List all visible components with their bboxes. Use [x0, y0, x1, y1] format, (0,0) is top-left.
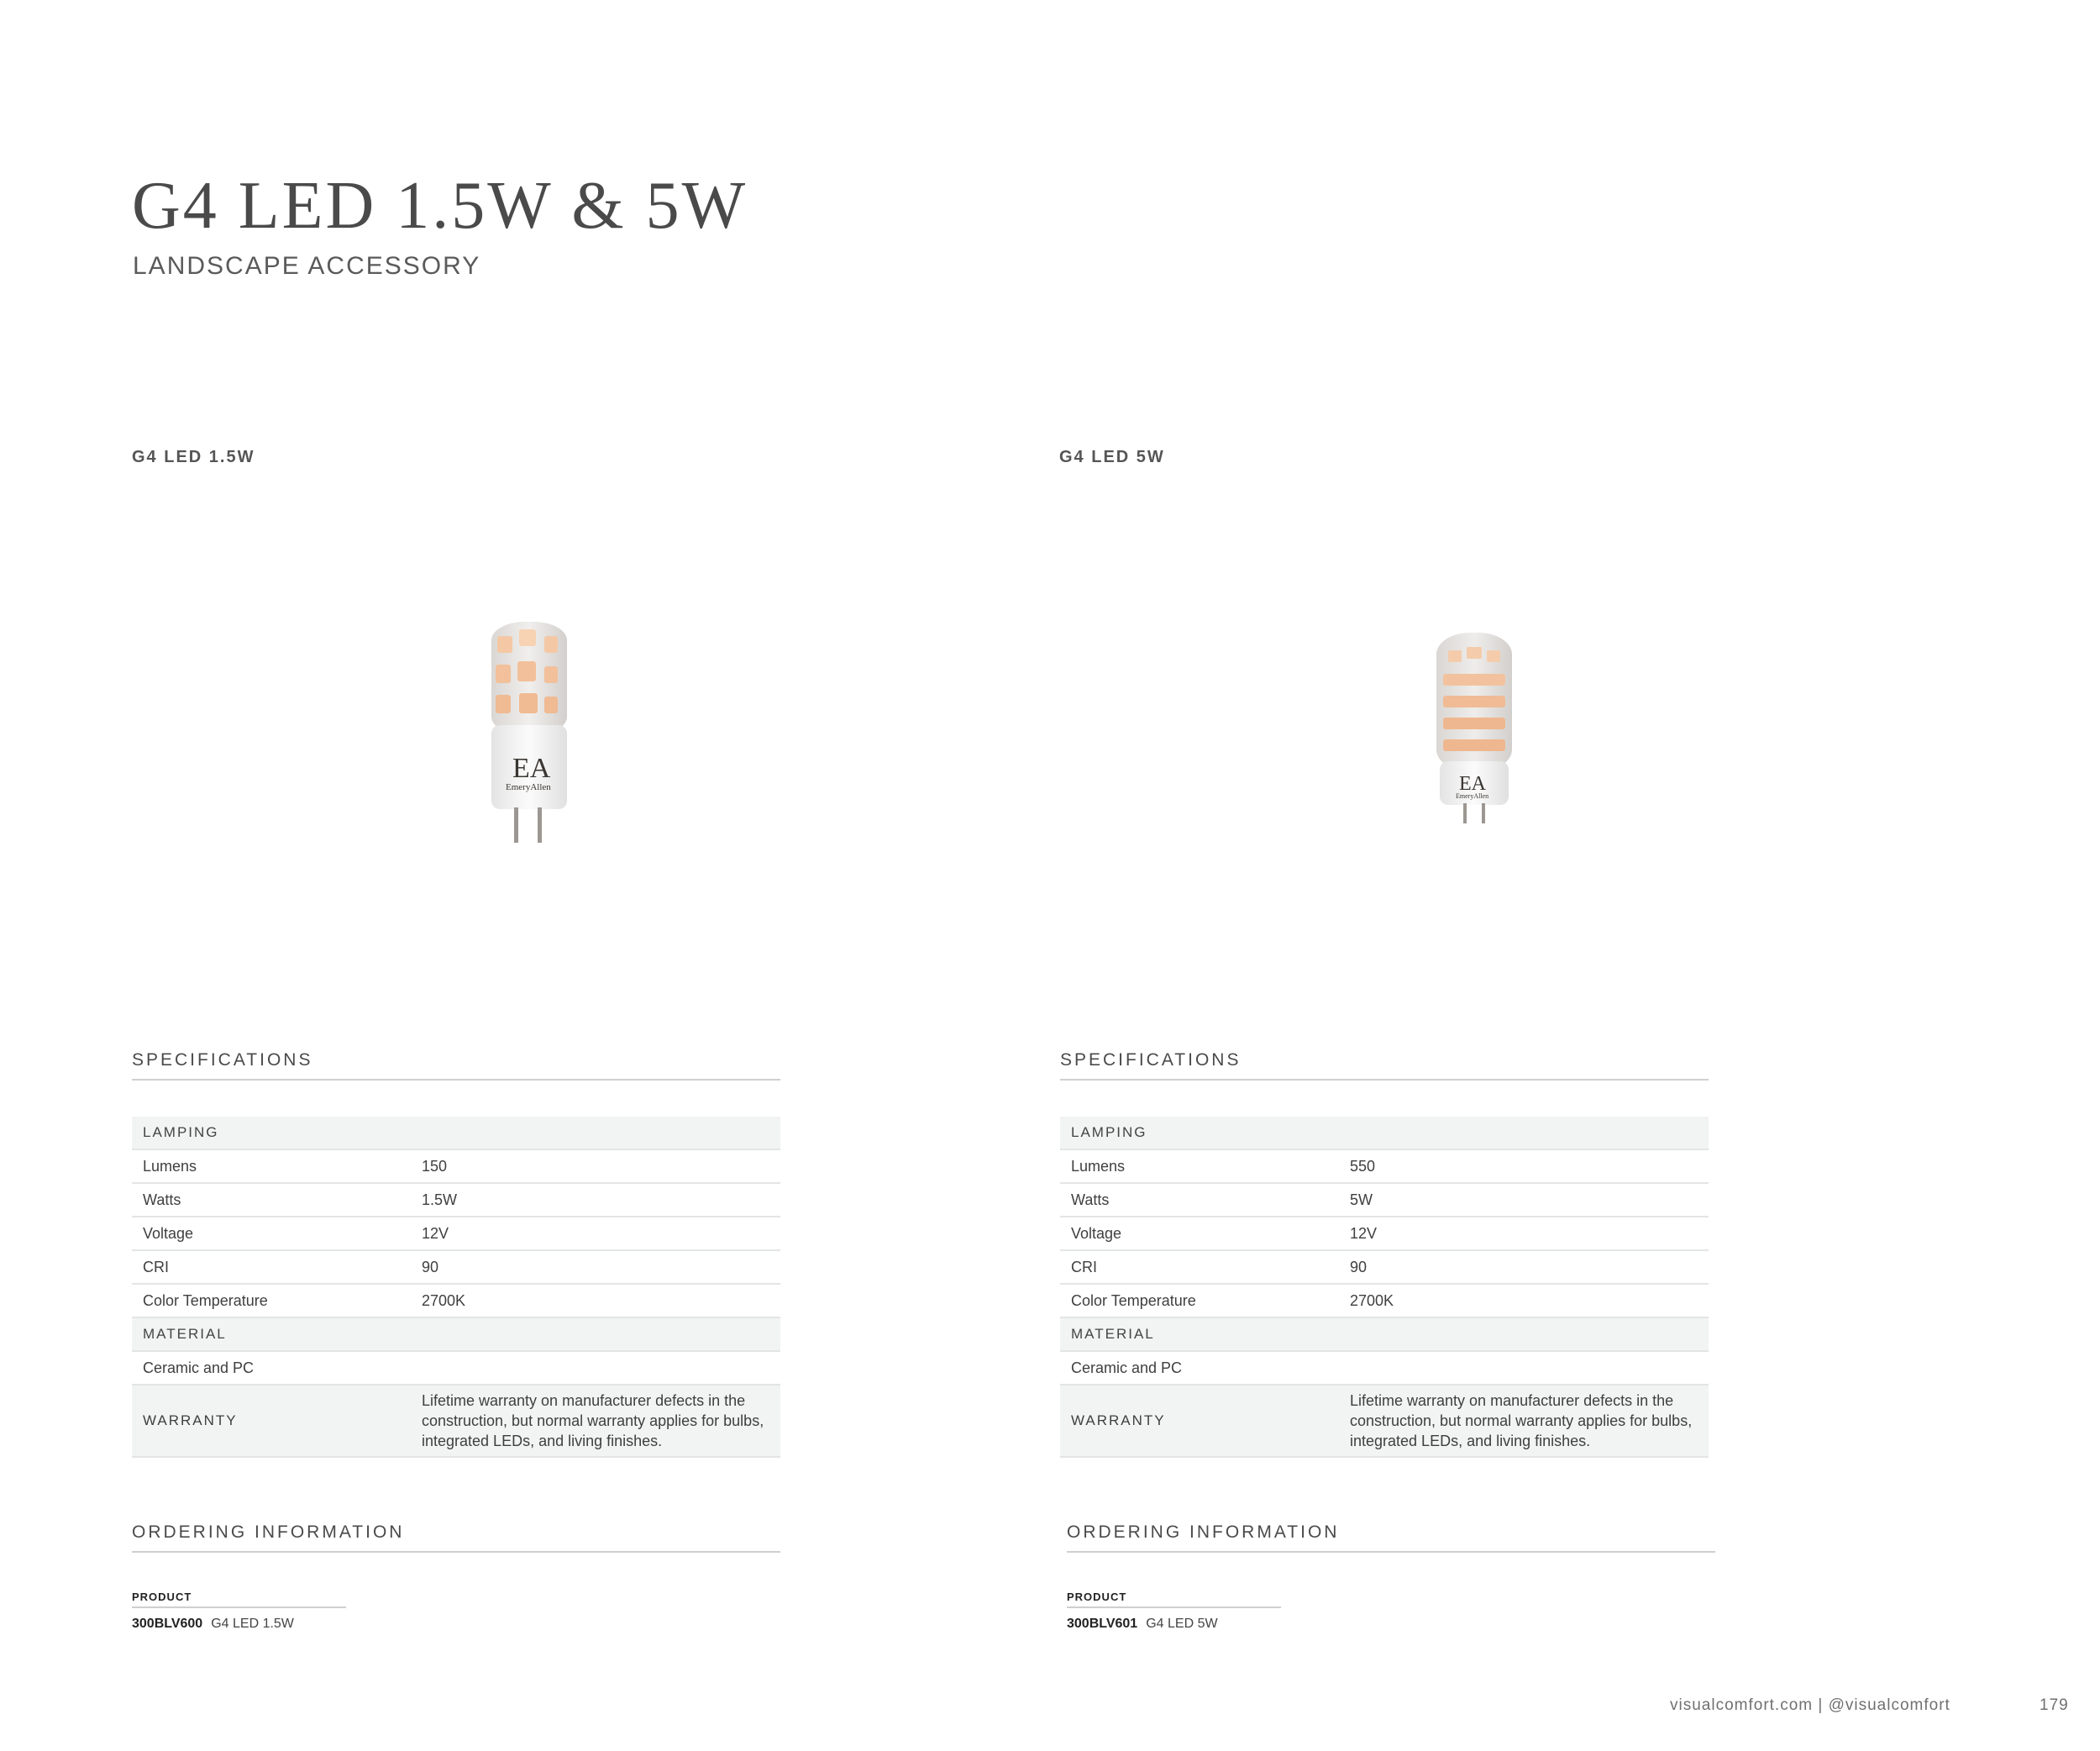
- product-label-1: G4 LED 1.5W: [132, 448, 255, 466]
- table-row: [132, 1117, 780, 1149]
- warranty-value: Lifetime warranty on manufacturer defects in the construction, but normal warranty applies for bulbs, integrated LEDs, and living finishes.: [411, 1385, 780, 1457]
- warranty-label: WARRANTY: [132, 1385, 411, 1457]
- lumens-value: 550: [1339, 1149, 1709, 1183]
- specifications-heading-2: SPECIFICATIONS: [1060, 1050, 1709, 1081]
- bulb-logo-1: EA: [512, 753, 551, 784]
- bulb-brand-1: EmeryAllen: [506, 782, 551, 792]
- specifications-table-2: [1060, 1117, 1709, 1458]
- voltage-value: 12V: [1339, 1217, 1709, 1250]
- table-row: [132, 1351, 780, 1385]
- table-row: [1060, 1117, 1709, 1149]
- bulb-brand-2: EmeryAllen: [1456, 792, 1489, 800]
- ordering-heading-2: ORDERING INFORMATION: [1067, 1522, 1715, 1553]
- ordering-block-1: [132, 1591, 346, 1632]
- table-row: [132, 1250, 780, 1284]
- sku-description: G4 LED 5W: [1146, 1617, 1218, 1631]
- color-temperature-value: 2700K: [411, 1284, 780, 1317]
- voltage-value: 12V: [411, 1217, 780, 1250]
- bulb-image-2: [1428, 628, 1520, 826]
- page-title: G4 LED 1.5W & 5W: [132, 169, 748, 243]
- table-row: [1060, 1317, 1709, 1351]
- page-number: 179: [2040, 1696, 2069, 1714]
- table-row: [132, 1149, 780, 1183]
- table-row: [1060, 1284, 1709, 1317]
- footer-site-link[interactable]: visualcomfort.com | @visualcomfort: [1670, 1696, 1950, 1714]
- cri-value: 90: [411, 1250, 780, 1284]
- lamping-label: LAMPING: [132, 1117, 780, 1149]
- cri-key: CRI: [132, 1250, 411, 1284]
- lumens-value: 150: [411, 1149, 780, 1183]
- material-value: Ceramic and PC: [1060, 1351, 1709, 1385]
- ordering-column-header: PRODUCT: [1067, 1591, 1281, 1608]
- specifications-heading-1: SPECIFICATIONS: [132, 1050, 780, 1081]
- table-row: [132, 1217, 780, 1250]
- ordering-heading-1: ORDERING INFORMATION: [132, 1522, 780, 1553]
- ordering-row: [1067, 1617, 1281, 1632]
- ordering-row: [132, 1617, 346, 1632]
- product-label-2: G4 LED 5W: [1059, 448, 1165, 466]
- table-row: [1060, 1183, 1709, 1217]
- ordering-column-header: PRODUCT: [132, 1591, 346, 1608]
- lamping-label: LAMPING: [1060, 1117, 1709, 1149]
- table-row: [132, 1284, 780, 1317]
- cri-key: CRI: [1060, 1250, 1339, 1284]
- watts-value: 1.5W: [411, 1183, 780, 1217]
- ordering-block-2: [1067, 1591, 1281, 1632]
- warranty-value: Lifetime warranty on manufacturer defects in the construction, but normal warranty applies for bulbs, integrated LEDs, and living finishes.: [1339, 1385, 1709, 1457]
- specifications-table-1: [132, 1117, 780, 1458]
- table-row: [1060, 1250, 1709, 1284]
- sku-code: 300BLV600: [132, 1617, 203, 1631]
- lumens-key: Lumens: [1060, 1149, 1339, 1183]
- table-row: [132, 1385, 780, 1457]
- watts-key: Watts: [1060, 1183, 1339, 1217]
- watts-value: 5W: [1339, 1183, 1709, 1217]
- cri-value: 90: [1339, 1250, 1709, 1284]
- table-row: [1060, 1351, 1709, 1385]
- page-subtitle: LANDSCAPE ACCESSORY: [133, 252, 481, 280]
- color-temperature-key: Color Temperature: [1060, 1284, 1339, 1317]
- sku-description: G4 LED 1.5W: [211, 1617, 294, 1631]
- bulb-image-1: [479, 618, 580, 844]
- material-label: MATERIAL: [132, 1317, 780, 1351]
- table-row: [1060, 1385, 1709, 1457]
- color-temperature-key: Color Temperature: [132, 1284, 411, 1317]
- sku-code: 300BLV601: [1067, 1617, 1138, 1631]
- table-row: [132, 1317, 780, 1351]
- voltage-key: Voltage: [1060, 1217, 1339, 1250]
- material-value: Ceramic and PC: [132, 1351, 780, 1385]
- table-row: [1060, 1149, 1709, 1183]
- bulb-logo-2: EA: [1459, 773, 1486, 795]
- color-temperature-value: 2700K: [1339, 1284, 1709, 1317]
- watts-key: Watts: [132, 1183, 411, 1217]
- voltage-key: Voltage: [132, 1217, 411, 1250]
- lumens-key: Lumens: [132, 1149, 411, 1183]
- table-row: [132, 1183, 780, 1217]
- warranty-label: WARRANTY: [1060, 1385, 1339, 1457]
- material-label: MATERIAL: [1060, 1317, 1709, 1351]
- table-row: [1060, 1217, 1709, 1250]
